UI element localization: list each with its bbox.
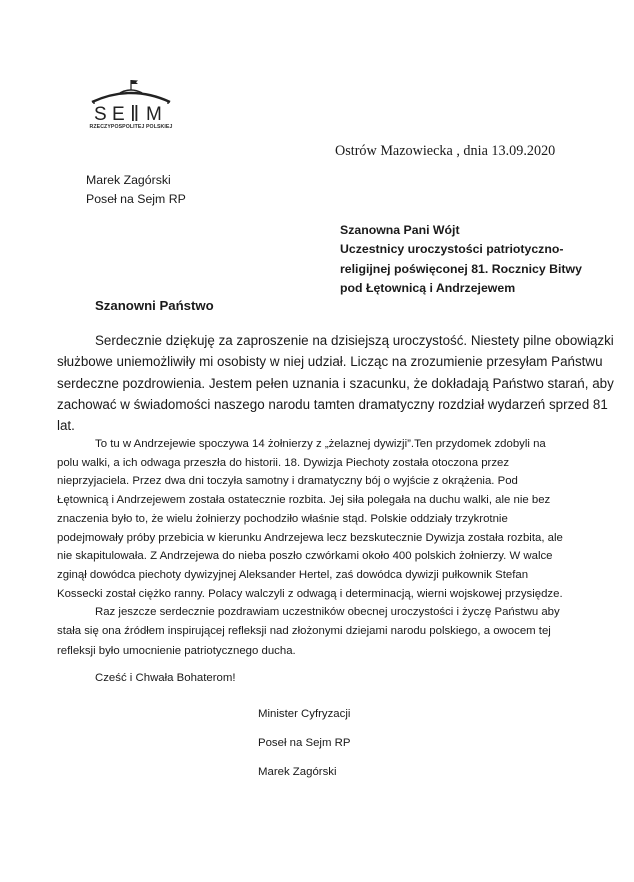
signature-block	[258, 700, 350, 786]
body-paragraph-3	[57, 603, 582, 661]
paragraph-line: Raz jeszcze serdecznie pozdrawiam uczestników obecnej uroczystości i życzę Państwu aby	[95, 606, 560, 618]
paragraph-line: Serdecznie dziękuję za zaproszenie na dzisiejszą uroczystość. Niestety pilne obowiązki	[95, 333, 614, 348]
recipient-line: pod Łętownicą i Andrzejewem	[340, 280, 516, 295]
logo-subtitle: RZECZYPOSPOLITEJ POLSKIEJ	[89, 124, 173, 130]
paragraph-line: zginął dowódca piechoty dywizyjnej Aleksander Hertel, zaś dowódca dywizji pułkownik Stefan	[57, 568, 529, 581]
paragraph-line: To tu w Andrzejewie spoczywa 14 żołnierzy z „żelaznej dywizji”.Ten przydomek zdobyli na	[95, 438, 546, 450]
paragraph-line: polu walki, a ich odwaga przeszła do historii. 18. Dywizja Piechoty została otoczona przez	[57, 456, 510, 469]
paragraph-line: Kossecki został ciężko ranny. Polacy walczyli z odwagą i determinacją, wierni wojskowej przysiędze.	[57, 587, 563, 600]
paragraph-line: podejmowały próby przebicia w kierunku Andrzejewa lecz bezskutecznie Dywizja została rozbita, ale	[57, 531, 563, 544]
sender-name: Marek Zagórski	[86, 173, 171, 187]
logo-letter-s: S	[94, 104, 107, 124]
paragraph-line: nieprzyjaciela. Przez dwa dni toczyła samotny i dramatyczny bój o wyjście z okrążenia. Pod	[57, 475, 518, 488]
signature-line: Marek Zagórski	[258, 765, 337, 778]
paragraph-line: nie skapitulowała. Z Andrzejewa do nieba poszło czwórkami około 400 polskich żołnierzy. W walce	[57, 550, 553, 563]
logo-letter-e: E	[112, 104, 125, 124]
paragraph-line: zachować w świadomości naszego narodu tamten dramatyczny rozdział wydarzeń sprzed 81	[57, 396, 608, 412]
logo-letter-m: M	[146, 104, 162, 124]
place-date: Ostrów Mazowiecka , dnia 13.09.2020	[335, 143, 556, 159]
salutation: Szanowni Państwo	[95, 298, 214, 313]
recipient-line: Uczestnicy uroczystości patriotyczno-	[340, 242, 564, 257]
paragraph-line: Łętownicą i Andrzejewem została ostatecznie rozbita. Jej siła polegała na duchu walki, ale nie bez	[57, 494, 551, 507]
paragraph-line: znaczenia było to, że wielu żołnierzy pochodziło właśnie stąd. Polskie oddziały trzykrotnie	[57, 512, 508, 525]
paragraph-line: lat.	[57, 418, 75, 434]
sejm-dome-icon	[86, 76, 176, 124]
body-paragraph-2	[57, 435, 582, 603]
paragraph-line: refleksji było umocnienie patriotycznego ducha.	[57, 644, 296, 657]
sejm-logo	[86, 76, 176, 134]
sender-block	[86, 171, 186, 209]
closing-line: Cześć i Chwała Bohaterom!	[95, 672, 236, 684]
body-paragraph-1	[57, 330, 614, 436]
recipient-block	[340, 221, 582, 298]
recipient-line: Szanowna Pani Wójt	[340, 223, 460, 237]
paragraph-line: służbowe uniemożliwiły mi osobisty w niej udział. Licząc na zrozumienie przesyłam Państwu	[57, 354, 603, 370]
recipient-line: religijnej poświęconej 81. Rocznicy Bitwy	[340, 261, 582, 276]
paragraph-line: serdeczne pozdrowienia. Jestem pełen uznania i szacunku, że dokładają Państwo starań, aby	[57, 375, 614, 391]
signature-line: Poseł na Sejm RP	[258, 736, 351, 749]
paragraph-line: stała się ona źródłem inspirującej refleksji nad złożonymi dziejami narodu polskiego, a owocem tej	[57, 625, 551, 638]
signature-line: Minister Cyfryzacji	[258, 708, 351, 720]
sender-title: Poseł na Sejm RP	[86, 192, 186, 206]
